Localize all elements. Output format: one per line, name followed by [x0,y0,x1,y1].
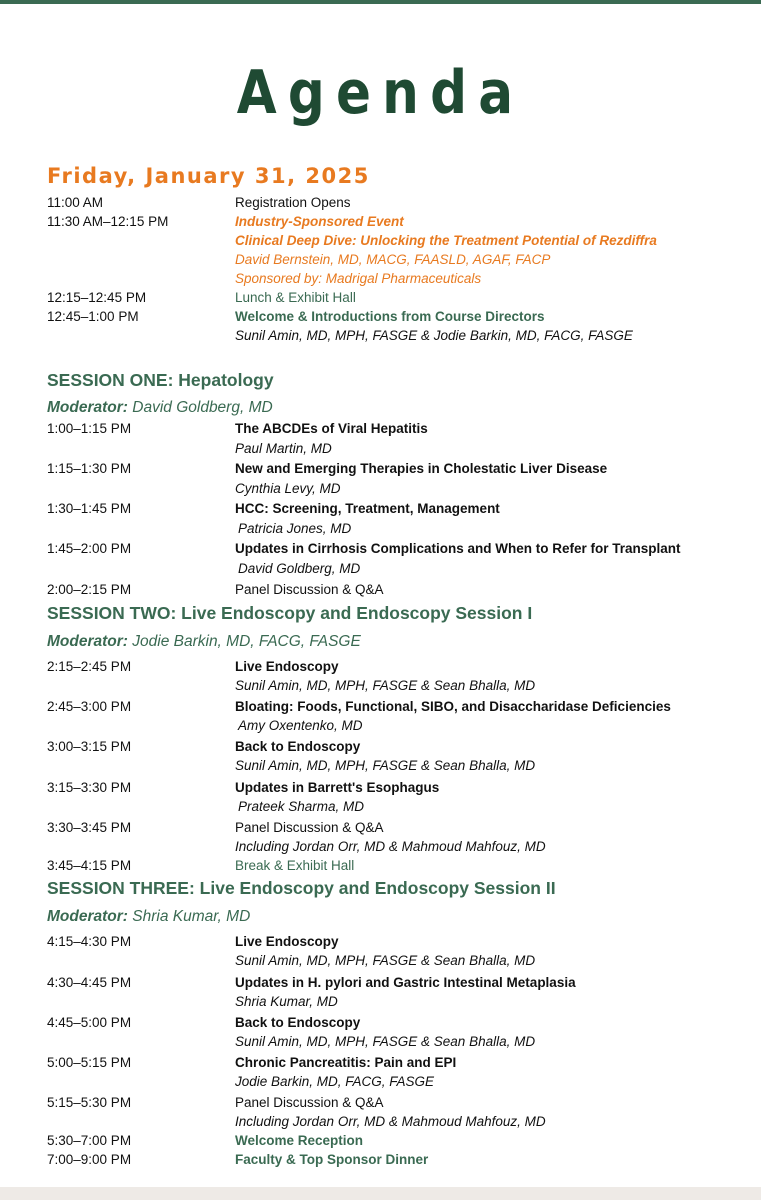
agenda-item-speaker: Sunil Amin, MD, MPH, FASGE & Sean Bhalla, MD [235,758,536,773]
agenda-time: 2:45–3:00 PM [47,699,132,714]
agenda-time: 3:00–3:15 PM [47,739,132,754]
agenda-item-title: Updates in Barrett's Esophagus [235,780,440,795]
bottom-band [0,1187,761,1200]
agenda-time: 3:15–3:30 PM [47,780,132,795]
session-one-moderator: Moderator: David Goldberg, MD [47,399,273,416]
agenda-item-speaker: Sunil Amin, MD, MPH, FASGE & Sean Bhalla, MD [235,678,536,693]
time-lunch: 12:15–12:45 PM [47,290,147,305]
agenda-item-speaker: Shria Kumar, MD [235,994,338,1009]
agenda-time: 3:30–3:45 PM [47,820,132,835]
agenda-item-title: Live Endoscopy [235,934,339,949]
agenda-time: 5:00–5:15 PM [47,1055,132,1070]
industry-event-sponsor: Sponsored by: Madrigal Pharmaceuticals [235,271,482,286]
session-three-moderator: Moderator: Shria Kumar, MD [47,908,251,925]
agenda-time: 2:00–2:15 PM [47,582,132,597]
agenda-time: 3:45–4:15 PM [47,858,132,873]
agenda-item-title: Welcome Reception [235,1133,364,1148]
time-industry-event: 11:30 AM–12:15 PM [47,214,169,229]
agenda-item-speaker: Prateek Sharma, MD [238,799,365,814]
agenda-item-title: The ABCDEs of Viral Hepatitis [235,421,428,436]
industry-event-label: Industry-Sponsored Event [235,214,404,229]
agenda-item-title: Updates in Cirrhosis Complications and When to Refer for Transplant [235,541,681,556]
time-registration: 11:00 AM [47,195,104,210]
welcome-label: Welcome & Introductions from Course Directors [235,309,545,324]
page-title: Agenda [236,58,525,128]
agenda-item-speaker: Cynthia Levy, MD [235,481,341,496]
agenda-item-title: HCC: Screening, Treatment, Management [235,501,500,516]
agenda-item-title: Panel Discussion & Q&A [235,820,384,835]
agenda-item-speaker: Amy Oxentenko, MD [238,718,363,733]
event-date: Friday, January 31, 2025 [47,164,370,188]
agenda-item-title: Panel Discussion & Q&A [235,582,384,597]
agenda-time: 5:15–5:30 PM [47,1095,132,1110]
agenda-time: 1:15–1:30 PM [47,461,132,476]
agenda-item-speaker: Including Jordan Orr, MD & Mahmoud Mahfouz, MD [235,839,546,854]
agenda-item-title: Panel Discussion & Q&A [235,1095,384,1110]
agenda-item-title: Break & Exhibit Hall [235,858,355,873]
agenda-item-title: New and Emerging Therapies in Cholestatic Liver Disease [235,461,608,476]
agenda-time: 4:15–4:30 PM [47,934,132,949]
lunch-label: Lunch & Exhibit Hall [235,290,356,305]
time-welcome: 12:45–1:00 PM [47,309,139,324]
agenda-item-speaker: Sunil Amin, MD, MPH, FASGE & Sean Bhalla, MD [235,1034,536,1049]
top-rule [0,0,761,4]
agenda-item-title: Back to Endoscopy [235,739,361,754]
agenda-item-title: Bloating: Foods, Functional, SIBO, and Disaccharidase Deficiencies [235,699,671,714]
agenda-time: 1:30–1:45 PM [47,501,132,516]
agenda-item-speaker: Jodie Barkin, MD, FACG, FASGE [235,1074,435,1089]
session-three-title: SESSION THREE: Live Endoscopy and Endoscopy Session II [47,878,556,898]
agenda-item-speaker: David Goldberg, MD [238,561,361,576]
agenda-item-title: Chronic Pancreatitis: Pain and EPI [235,1055,457,1070]
agenda-item-title: Live Endoscopy [235,659,339,674]
agenda-item-title: Updates in H. pylori and Gastric Intestinal Metaplasia [235,975,576,990]
agenda-item-speaker: Paul Martin, MD [235,441,332,456]
agenda-time: 4:30–4:45 PM [47,975,132,990]
agenda-item-title: Faculty & Top Sponsor Dinner [235,1152,429,1167]
session-two-moderator: Moderator: Jodie Barkin, MD, FACG, FASGE [47,633,361,650]
agenda-item-title: Back to Endoscopy [235,1015,361,1030]
agenda-time: 4:45–5:00 PM [47,1015,132,1030]
agenda-time: 5:30–7:00 PM [47,1133,132,1148]
welcome-speakers: Sunil Amin, MD, MPH, FASGE & Jodie Barkin, MD, FACG, FASGE [235,328,633,343]
session-two-title: SESSION TWO: Live Endoscopy and Endoscopy Session I [47,603,533,623]
session-one-title: SESSION ONE: Hepatology [47,370,274,390]
agenda-time: 1:45–2:00 PM [47,541,132,556]
industry-event-speaker: David Bernstein, MD, MACG, FAASLD, AGAF, FACP [235,252,551,267]
agenda-time: 2:15–2:45 PM [47,659,132,674]
agenda-time: 7:00–9:00 PM [47,1152,132,1167]
agenda-item-speaker: Patricia Jones, MD [238,521,352,536]
agenda-item-speaker: Including Jordan Orr, MD & Mahmoud Mahfouz, MD [235,1114,546,1129]
registration-label: Registration Opens [235,195,351,210]
agenda-time: 1:00–1:15 PM [47,421,132,436]
agenda-item-speaker: Sunil Amin, MD, MPH, FASGE & Sean Bhalla, MD [235,953,536,968]
industry-event-title: Clinical Deep Dive: Unlocking the Treatment Potential of Rezdiffra [235,233,657,248]
